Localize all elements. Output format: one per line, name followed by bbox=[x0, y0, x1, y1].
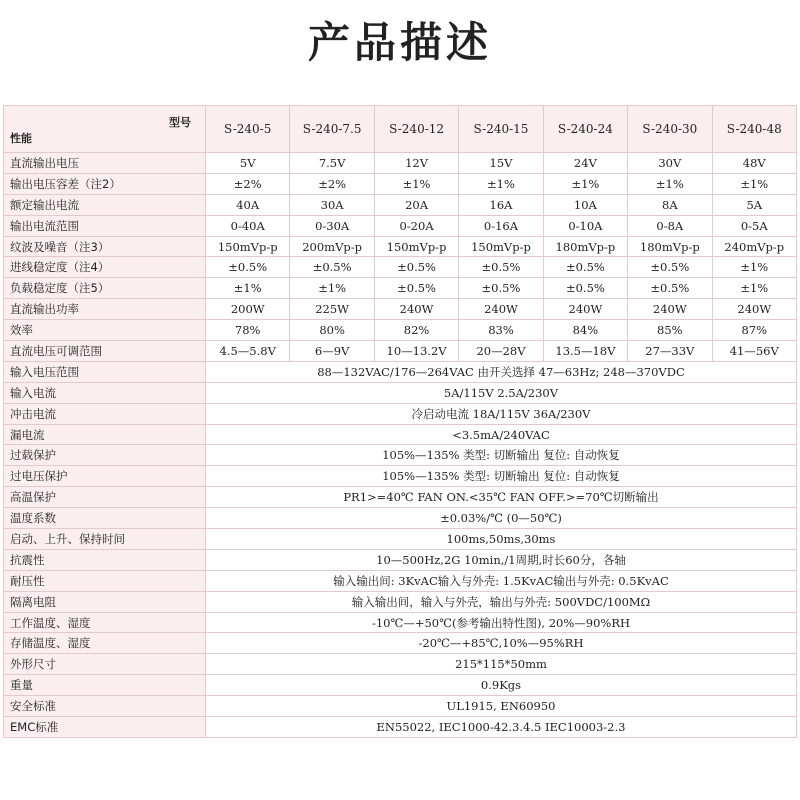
table-cell: 225W bbox=[290, 299, 374, 320]
row-label: 额定输出电流 bbox=[4, 194, 206, 215]
row-label: 直流电压可调范围 bbox=[4, 341, 206, 362]
table-cell: ±1% bbox=[459, 173, 543, 194]
row-label: 耐压性 bbox=[4, 570, 206, 591]
table-cell: ±0.5% bbox=[459, 257, 543, 278]
table-row bbox=[4, 717, 797, 738]
table-cell: 0-10A bbox=[543, 215, 627, 236]
table-row bbox=[4, 173, 797, 194]
merged-value-cell: 输入输出间，输入与外壳，输出与外壳: 500VDC/100MΩ bbox=[206, 591, 797, 612]
merged-value-cell: 冷启动电流 18A/115V 36A/230V bbox=[206, 403, 797, 424]
table-row bbox=[4, 591, 797, 612]
table-cell: 82% bbox=[374, 320, 458, 341]
table-cell: 150mVp-p bbox=[206, 236, 290, 257]
table-cell: 240W bbox=[628, 299, 712, 320]
row-label: 抗震性 bbox=[4, 549, 206, 570]
table-cell: ±0.5% bbox=[206, 257, 290, 278]
table-cell: ±1% bbox=[206, 278, 290, 299]
table-row bbox=[4, 466, 797, 487]
row-label: 启动、上升、保持时间 bbox=[4, 529, 206, 550]
table-cell: 80% bbox=[290, 320, 374, 341]
table-row bbox=[4, 675, 797, 696]
row-label: 纹波及噪音（注3） bbox=[4, 236, 206, 257]
row-label: 工作温度、湿度 bbox=[4, 612, 206, 633]
table-cell: ±0.5% bbox=[628, 278, 712, 299]
row-label: 直流输出电压 bbox=[4, 153, 206, 174]
table-row bbox=[4, 529, 797, 550]
table-cell: 41—56V bbox=[712, 341, 796, 362]
table-cell: 20—28V bbox=[459, 341, 543, 362]
table-cell: ±0.5% bbox=[543, 257, 627, 278]
table-cell: ±2% bbox=[290, 173, 374, 194]
spec-table-body bbox=[4, 106, 797, 738]
table-cell: 78% bbox=[206, 320, 290, 341]
table-corner-cell bbox=[4, 106, 206, 153]
table-cell: ±0.5% bbox=[374, 257, 458, 278]
table-cell: 5A bbox=[712, 194, 796, 215]
table-cell: 27—33V bbox=[628, 341, 712, 362]
table-row bbox=[4, 612, 797, 633]
table-cell: ±1% bbox=[712, 278, 796, 299]
table-cell: 0-5A bbox=[712, 215, 796, 236]
table-row bbox=[4, 633, 797, 654]
model-header: S-240-7.5 bbox=[290, 106, 374, 153]
merged-value-cell: 105%—135% 类型: 切断输出 复位: 自动恢复 bbox=[206, 466, 797, 487]
row-label: 过电压保护 bbox=[4, 466, 206, 487]
table-cell: 84% bbox=[543, 320, 627, 341]
table-cell: 240W bbox=[543, 299, 627, 320]
table-cell: ±1% bbox=[628, 173, 712, 194]
table-cell: ±0.5% bbox=[459, 278, 543, 299]
row-label: 高温保护 bbox=[4, 487, 206, 508]
table-cell: 10—13.2V bbox=[374, 341, 458, 362]
table-cell: 4.5—5.8V bbox=[206, 341, 290, 362]
merged-value-cell: 5A/115V 2.5A/230V bbox=[206, 382, 797, 403]
model-header: S-240-12 bbox=[374, 106, 458, 153]
merged-value-cell: 10—500Hz,2G 10min,/1周期,时长60分，各轴 bbox=[206, 549, 797, 570]
table-cell: 200W bbox=[206, 299, 290, 320]
corner-model-label: 型号 bbox=[169, 116, 191, 129]
row-label: 负载稳定度（注5） bbox=[4, 278, 206, 299]
table-cell: ±1% bbox=[712, 257, 796, 278]
table-cell: 7.5V bbox=[290, 153, 374, 174]
merged-value-cell: UL1915, EN60950 bbox=[206, 696, 797, 717]
table-cell: ±1% bbox=[290, 278, 374, 299]
table-row bbox=[4, 487, 797, 508]
table-row bbox=[4, 445, 797, 466]
table-row bbox=[4, 215, 797, 236]
row-label: 存储温度、湿度 bbox=[4, 633, 206, 654]
table-cell: 30V bbox=[628, 153, 712, 174]
row-label: 过载保护 bbox=[4, 445, 206, 466]
table-row bbox=[4, 654, 797, 675]
table-cell: 200mVp-p bbox=[290, 236, 374, 257]
merged-value-cell: 105%—135% 类型: 切断输出 复位: 自动恢复 bbox=[206, 445, 797, 466]
row-label: 外形尺寸 bbox=[4, 654, 206, 675]
table-cell: 30A bbox=[290, 194, 374, 215]
table-cell: 240mVp-p bbox=[712, 236, 796, 257]
row-label: 重量 bbox=[4, 675, 206, 696]
table-cell: 12V bbox=[374, 153, 458, 174]
table-cell: 10A bbox=[543, 194, 627, 215]
merged-value-cell: 215*115*50mm bbox=[206, 654, 797, 675]
row-label: 温度系数 bbox=[4, 508, 206, 529]
model-header: S-240-5 bbox=[206, 106, 290, 153]
table-row bbox=[4, 236, 797, 257]
row-label: 输出电压容差（注2） bbox=[4, 173, 206, 194]
table-row bbox=[4, 153, 797, 174]
table-cell: 13.5—18V bbox=[543, 341, 627, 362]
row-label: 进线稳定度（注4） bbox=[4, 257, 206, 278]
table-row bbox=[4, 194, 797, 215]
table-row bbox=[4, 382, 797, 403]
row-label: 输出电流范围 bbox=[4, 215, 206, 236]
table-row bbox=[4, 257, 797, 278]
table-row bbox=[4, 299, 797, 320]
merged-value-cell: -20℃—+85℃,10%—95%RH bbox=[206, 633, 797, 654]
table-row bbox=[4, 403, 797, 424]
table-cell: 83% bbox=[459, 320, 543, 341]
table-row bbox=[4, 361, 797, 382]
row-label: 安全标准 bbox=[4, 696, 206, 717]
model-header: S-240-48 bbox=[712, 106, 796, 153]
table-cell: 5V bbox=[206, 153, 290, 174]
table-cell: 15V bbox=[459, 153, 543, 174]
merged-value-cell: 0.9Kgs bbox=[206, 675, 797, 696]
table-cell: 150mVp-p bbox=[459, 236, 543, 257]
model-header: S-240-15 bbox=[459, 106, 543, 153]
table-cell: 16A bbox=[459, 194, 543, 215]
model-header: S-240-30 bbox=[628, 106, 712, 153]
table-cell: 48V bbox=[712, 153, 796, 174]
table-cell: 240W bbox=[712, 299, 796, 320]
table-cell: ±0.5% bbox=[290, 257, 374, 278]
table-cell: 87% bbox=[712, 320, 796, 341]
table-row bbox=[4, 278, 797, 299]
row-label: 隔离电阻 bbox=[4, 591, 206, 612]
table-cell: 0-8A bbox=[628, 215, 712, 236]
table-row bbox=[4, 424, 797, 445]
table-row bbox=[4, 570, 797, 591]
table-row bbox=[4, 696, 797, 717]
table-row bbox=[4, 549, 797, 570]
table-cell: 0-40A bbox=[206, 215, 290, 236]
corner-performance-label: 性能 bbox=[10, 132, 32, 145]
table-cell: ±0.5% bbox=[543, 278, 627, 299]
row-label: 直流输出功率 bbox=[4, 299, 206, 320]
table-row bbox=[4, 320, 797, 341]
table-cell: 0-20A bbox=[374, 215, 458, 236]
model-header: S-240-24 bbox=[543, 106, 627, 153]
row-label: 效率 bbox=[4, 320, 206, 341]
table-cell: 40A bbox=[206, 194, 290, 215]
table-cell: 0-30A bbox=[290, 215, 374, 236]
row-label: 漏电流 bbox=[4, 424, 206, 445]
merged-value-cell: 88—132VAC/176—264VAC 由开关选择 47—63Hz; 248—370VDC bbox=[206, 361, 797, 382]
table-cell: 240W bbox=[459, 299, 543, 320]
merged-value-cell: 输入输出间: 3KvAC输入与外壳: 1.5KvAC输出与外壳: 0.5KvAC bbox=[206, 570, 797, 591]
table-cell: 20A bbox=[374, 194, 458, 215]
merged-value-cell: EN55022, IEC1000-42.3.4.5 IEC10003-2.3 bbox=[206, 717, 797, 738]
table-cell: 150mVp-p bbox=[374, 236, 458, 257]
table-header-row bbox=[4, 106, 797, 153]
table-cell: ±0.5% bbox=[374, 278, 458, 299]
table-row bbox=[4, 508, 797, 529]
table-cell: ±1% bbox=[543, 173, 627, 194]
table-cell: 6—9V bbox=[290, 341, 374, 362]
merged-value-cell: ±0.03%/℃ (0—50℃) bbox=[206, 508, 797, 529]
merged-value-cell: -10℃—+50℃(参考输出特性图), 20%—90%RH bbox=[206, 612, 797, 633]
table-cell: ±0.5% bbox=[628, 257, 712, 278]
table-cell: 180mVp-p bbox=[543, 236, 627, 257]
row-label: 冲击电流 bbox=[4, 403, 206, 424]
row-label: 输入电流 bbox=[4, 382, 206, 403]
row-label: EMC标准 bbox=[4, 717, 206, 738]
table-row bbox=[4, 341, 797, 362]
table-cell: ±2% bbox=[206, 173, 290, 194]
table-cell: 0-16A bbox=[459, 215, 543, 236]
table-cell: ±1% bbox=[374, 173, 458, 194]
table-cell: 240W bbox=[374, 299, 458, 320]
table-cell: 8A bbox=[628, 194, 712, 215]
table-cell: 180mVp-p bbox=[628, 236, 712, 257]
merged-value-cell: 100ms,50ms,30ms bbox=[206, 529, 797, 550]
merged-value-cell: PR1>=40℃ FAN ON.<35℃ FAN OFF.>=70℃切断输出 bbox=[206, 487, 797, 508]
merged-value-cell: <3.5mA/240VAC bbox=[206, 424, 797, 445]
table-cell: ±1% bbox=[712, 173, 796, 194]
table-cell: 85% bbox=[628, 320, 712, 341]
spec-table bbox=[3, 105, 797, 738]
page-title: 产品描述 bbox=[307, 18, 492, 67]
row-label: 输入电压范围 bbox=[4, 361, 206, 382]
table-cell: 24V bbox=[543, 153, 627, 174]
